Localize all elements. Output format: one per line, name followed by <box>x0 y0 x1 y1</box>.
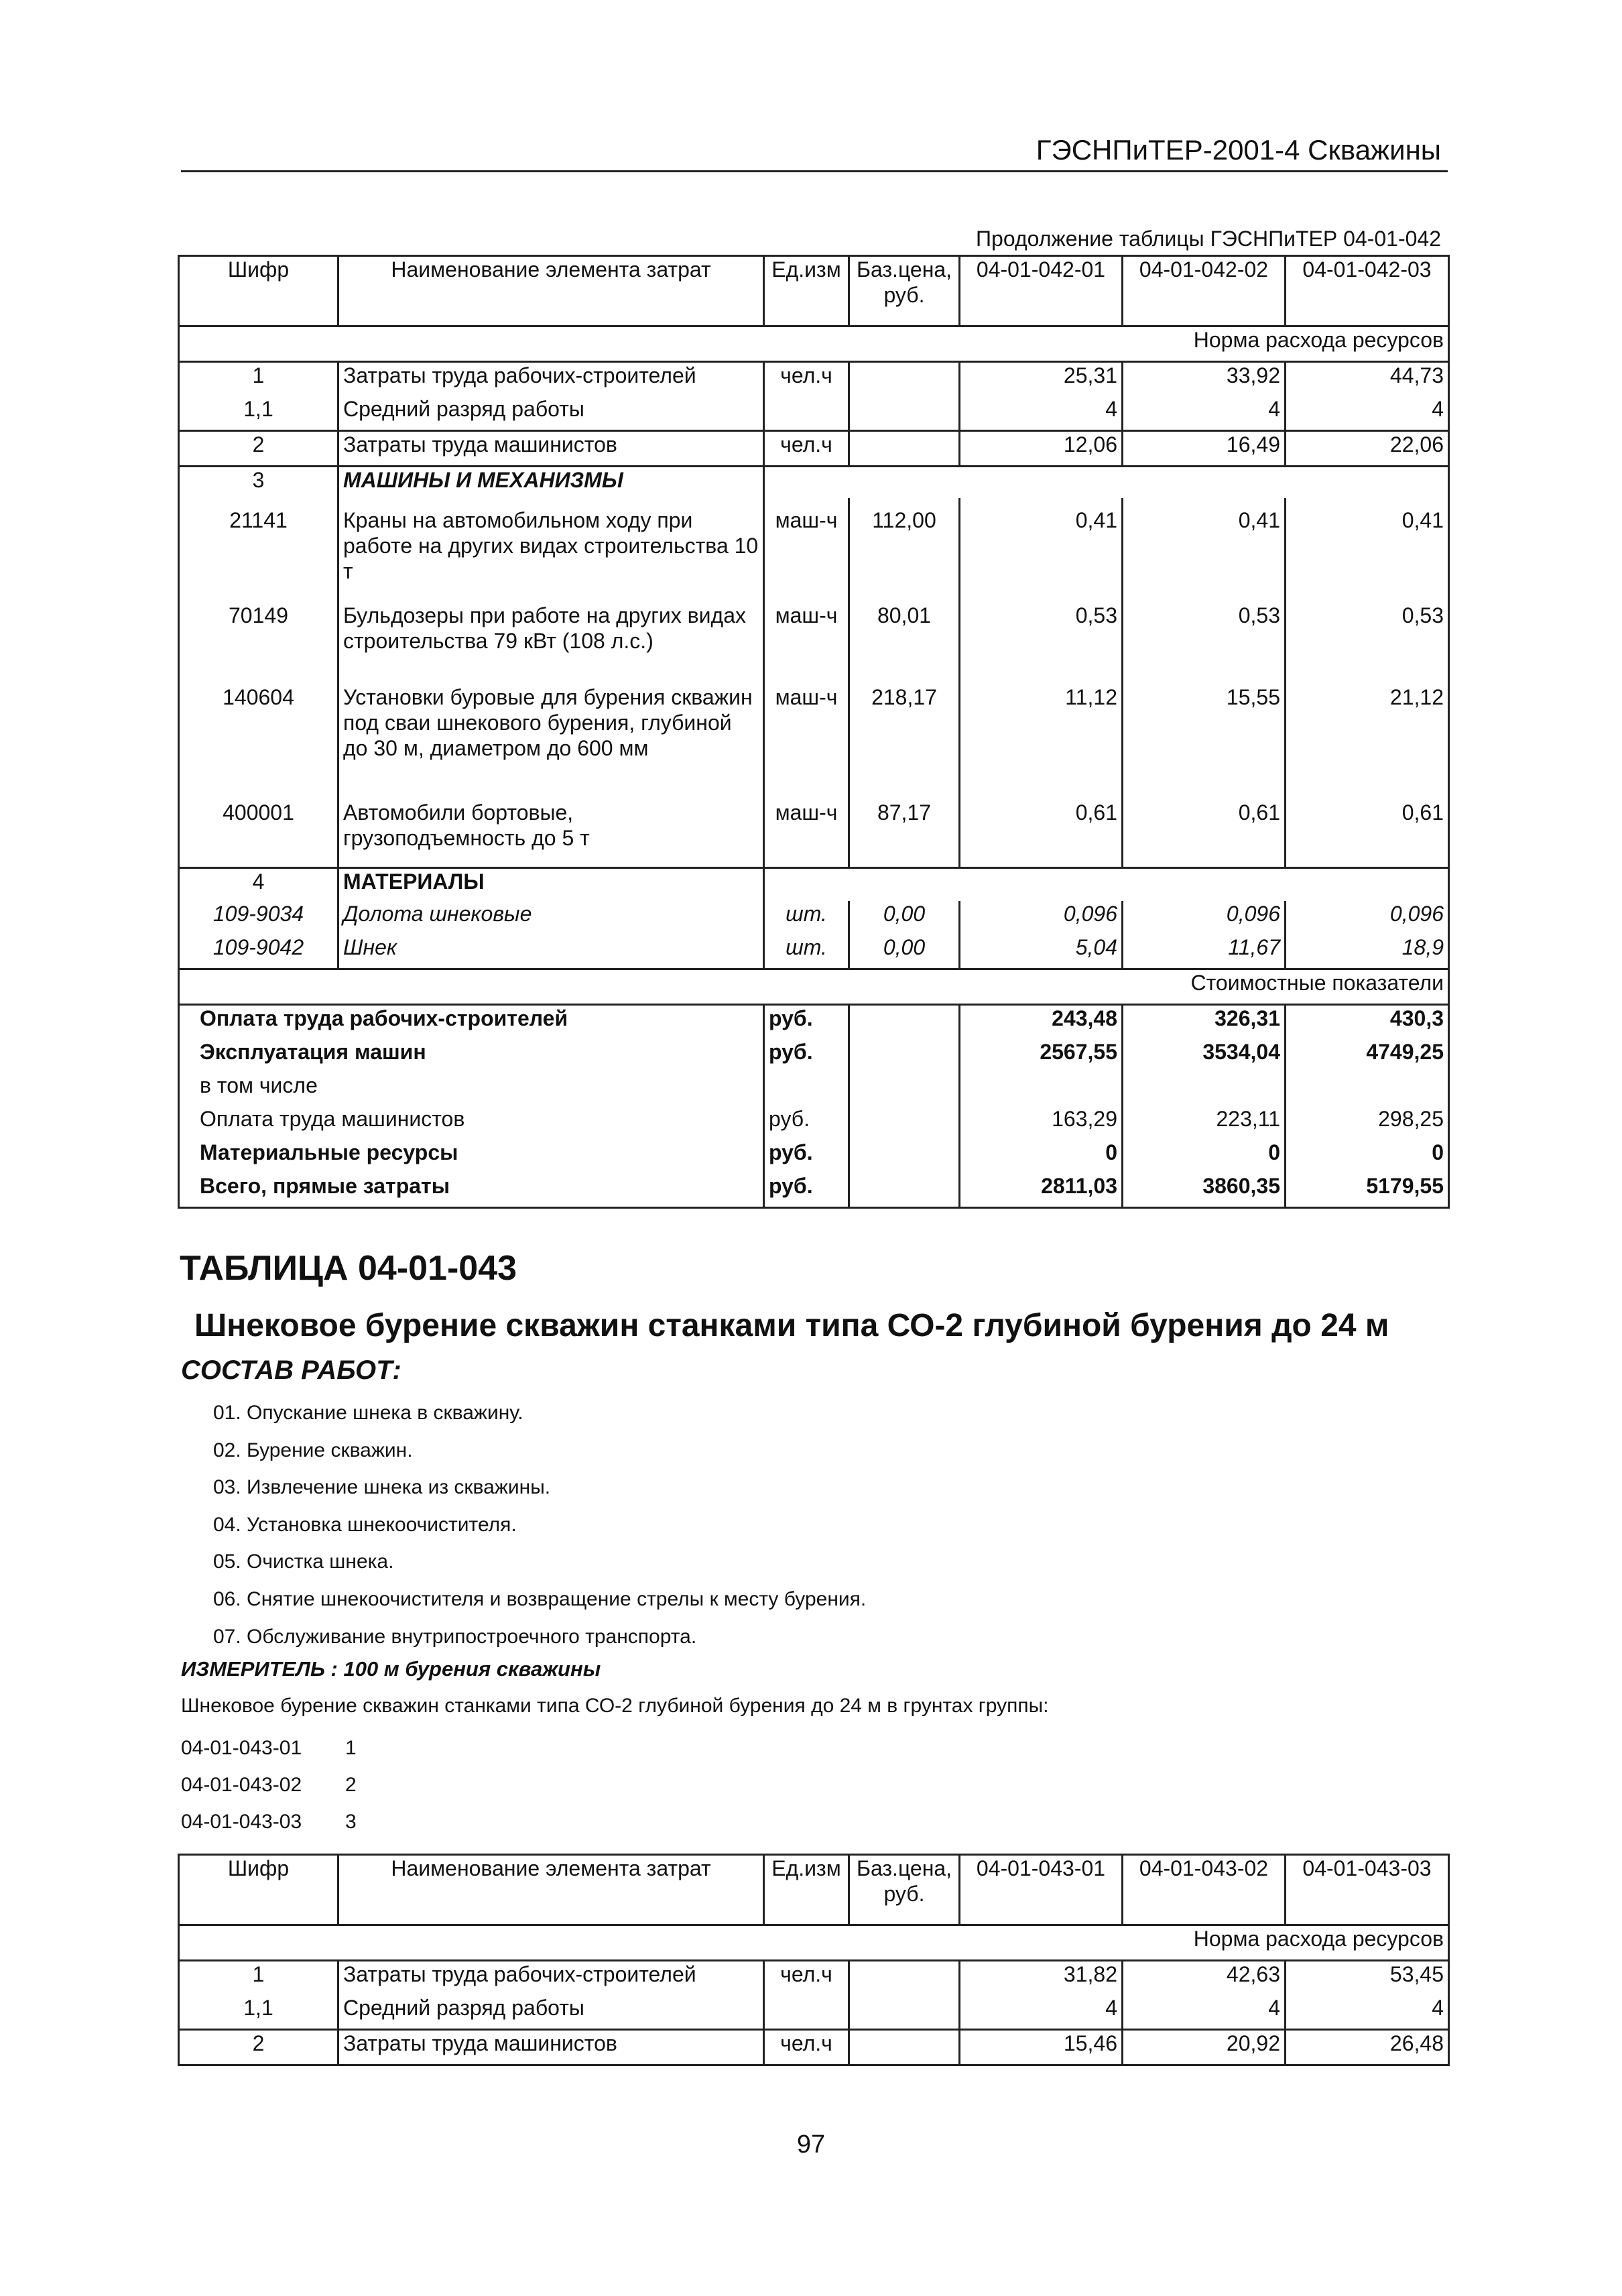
header-col3: 04-01-042-03 <box>1286 256 1449 326</box>
code-item <box>181 1766 357 1803</box>
cost-row <box>179 1005 1449 1040</box>
row-value-3: 0,096 <box>1286 901 1449 934</box>
header-col1: 04-01-043-01 <box>960 1855 1123 1925</box>
cost-unit: руб. <box>764 1106 849 1140</box>
table-row <box>179 1995 1449 2030</box>
cost-value-1: 2567,55 <box>960 1039 1123 1073</box>
row-value-3: 44,73 <box>1286 362 1449 397</box>
table-row <box>179 868 1449 902</box>
table-row <box>179 362 1449 397</box>
list-item: 01. Опускание шнека в скважину. <box>213 1402 523 1424</box>
resource-table-04-01-043 <box>178 1854 1450 2066</box>
row-name: Затраты труда машинистов <box>338 431 764 467</box>
table-row <box>179 467 1449 499</box>
code-number: 04-01-043-01 <box>181 1737 302 1759</box>
row-price: 218,17 <box>849 678 960 793</box>
row-value-3: 22,06 <box>1286 431 1449 467</box>
row-value-2 <box>1123 467 1286 499</box>
cost-name: Эксплуатация машин <box>179 1039 764 1073</box>
row-value-2: 16,49 <box>1123 431 1286 467</box>
header-unit: Ед.изм <box>764 1855 849 1925</box>
row-value-3: 0,41 <box>1286 498 1449 596</box>
norm-label: Норма расхода ресурсов <box>179 1925 1449 1961</box>
code-item <box>181 1730 357 1766</box>
row-unit: маш-ч <box>764 793 849 868</box>
cost-row <box>179 1106 1449 1140</box>
cost-unit: руб. <box>764 1039 849 1073</box>
row-value-3 <box>1286 868 1449 902</box>
list-item: 04. Установка шнекоочистителя. <box>213 1513 517 1536</box>
row-value-2: 0,53 <box>1123 596 1286 678</box>
row-value-3: 21,12 <box>1286 678 1449 793</box>
row-unit <box>764 396 849 431</box>
row-unit <box>764 467 849 499</box>
row-code: 1,1 <box>179 396 338 431</box>
row-code: 3 <box>179 467 338 499</box>
row-value-2: 20,92 <box>1123 2030 1286 2065</box>
row-unit: шт. <box>764 901 849 934</box>
row-value-1: 0,096 <box>960 901 1123 934</box>
row-value-3: 4 <box>1286 396 1449 431</box>
row-value-2 <box>1123 868 1286 902</box>
row-price-empty <box>849 2030 960 2065</box>
row-value-1: 12,06 <box>960 431 1123 467</box>
cost-unit: руб. <box>764 1173 849 1208</box>
row-value-2: 0,096 <box>1123 901 1286 934</box>
table-row <box>179 678 1449 793</box>
header-col1: 04-01-042-01 <box>960 256 1123 326</box>
row-value-1: 0,61 <box>960 793 1123 868</box>
row-name: Долота шнековые <box>338 901 764 934</box>
table-row <box>179 901 1449 934</box>
row-value-3: 26,48 <box>1286 2030 1449 2065</box>
cost-value-3: 298,25 <box>1286 1106 1449 1140</box>
cost-value-3: 4749,25 <box>1286 1039 1449 1073</box>
table-row <box>179 431 1449 467</box>
norm-label: Норма расхода ресурсов <box>179 326 1449 362</box>
list-item: 07. Обслуживание внутрипостроечного транспорта. <box>213 1625 697 1648</box>
cost-value-1 <box>960 1073 1123 1106</box>
list-item: 05. Очистка шнека. <box>213 1551 394 1573</box>
row-unit: маш-ч <box>764 498 849 596</box>
row-name: Краны на автомобильном ходу при работе на других видах строительства 10 т <box>338 498 764 596</box>
row-code: 4 <box>179 868 338 902</box>
cost-value-2: 223,11 <box>1123 1106 1286 1140</box>
norm-label-row <box>179 326 1449 362</box>
row-value-2: 15,55 <box>1123 678 1286 793</box>
cost-name: Материальные ресурсы <box>179 1140 764 1173</box>
cost-value-2: 3534,04 <box>1123 1039 1286 1073</box>
header-col3: 04-01-043-03 <box>1286 1855 1449 1925</box>
cost-label-row <box>179 969 1449 1005</box>
header-col2: 04-01-042-02 <box>1123 256 1286 326</box>
table-row <box>179 498 1449 596</box>
row-code: 1 <box>179 362 338 397</box>
cost-name: Оплата труда рабочих-строителей <box>179 1005 764 1040</box>
row-code: 109-9042 <box>179 934 338 969</box>
row-value-1: 11,12 <box>960 678 1123 793</box>
header-price: Баз.цена, руб. <box>849 1855 960 1925</box>
cost-price-empty <box>849 1140 960 1173</box>
row-value-1: 0,41 <box>960 498 1123 596</box>
header-name: Наименование элемента затрат <box>338 1855 764 1925</box>
row-code: 2 <box>179 2030 338 2065</box>
table-row <box>179 793 1449 868</box>
cost-price-empty <box>849 1039 960 1073</box>
row-value-3 <box>1286 467 1449 499</box>
cost-row <box>179 1173 1449 1208</box>
row-value-2: 4 <box>1123 1995 1286 2030</box>
row-price <box>849 396 960 431</box>
code-list <box>181 1730 357 1840</box>
row-code: 140604 <box>179 678 338 793</box>
header-rule <box>181 170 1448 172</box>
cost-row <box>179 1073 1449 1106</box>
row-unit: шт. <box>764 934 849 969</box>
row-name: МАШИНЫ И МЕХАНИЗМЫ <box>338 467 764 499</box>
code-number: 04-01-043-03 <box>181 1811 302 1833</box>
row-code: 109-9034 <box>179 901 338 934</box>
header-price: Баз.цена, руб. <box>849 256 960 326</box>
cost-row <box>179 1140 1449 1173</box>
row-name: Автомобили бортовые, грузоподъемность до 5 т <box>338 793 764 868</box>
row-name: Шнек <box>338 934 764 969</box>
code-group: 1 <box>345 1737 357 1759</box>
row-price: 0,00 <box>849 901 960 934</box>
row-unit <box>764 1995 849 2030</box>
resource-table-04-01-042 <box>178 255 1450 1209</box>
row-price <box>849 467 960 499</box>
cost-value-1: 243,48 <box>960 1005 1123 1040</box>
row-price-empty <box>849 1995 960 2030</box>
row-value-2: 0,41 <box>1123 498 1286 596</box>
row-price: 0,00 <box>849 934 960 969</box>
row-code: 21141 <box>179 498 338 596</box>
row-unit: маш-ч <box>764 678 849 793</box>
header-code: Шифр <box>179 1855 338 1925</box>
cost-price-empty <box>849 1106 960 1140</box>
row-value-1: 15,46 <box>960 2030 1123 2065</box>
cost-unit: руб. <box>764 1140 849 1173</box>
row-name: Затраты труда рабочих-строителей <box>338 1961 764 1996</box>
header-code: Шифр <box>179 256 338 326</box>
row-unit: чел.ч <box>764 2030 849 2065</box>
cost-value-3: 0 <box>1286 1140 1449 1173</box>
row-value-2: 0,61 <box>1123 793 1286 868</box>
row-value-3: 18,9 <box>1286 934 1449 969</box>
table-row <box>179 934 1449 969</box>
table-header-row <box>179 1855 1449 1925</box>
row-unit: маш-ч <box>764 596 849 678</box>
cost-unit <box>764 1073 849 1106</box>
row-name: Затраты труда машинистов <box>338 2030 764 2065</box>
cost-value-1: 2811,03 <box>960 1173 1123 1208</box>
row-name: Затраты труда рабочих-строителей <box>338 362 764 397</box>
code-item <box>181 1803 357 1840</box>
header-unit: Ед.изм <box>764 256 849 326</box>
row-value-2: 4 <box>1123 396 1286 431</box>
cost-price-empty <box>849 1073 960 1106</box>
cost-name: Оплата труда машинистов <box>179 1106 764 1140</box>
norm-label-row <box>179 1925 1449 1961</box>
cost-label: Стоимостные показатели <box>179 969 1449 1005</box>
table-header-row <box>179 256 1449 326</box>
table-subtitle: Шнековое бурение скважин станками типа СО-2 глубиной бурения до 24 м <box>194 1308 1389 1343</box>
row-unit: чел.ч <box>764 1961 849 1996</box>
row-price: 112,00 <box>849 498 960 596</box>
row-code: 1 <box>179 1961 338 1996</box>
cost-row <box>179 1039 1449 1073</box>
row-price: 87,17 <box>849 793 960 868</box>
row-code: 400001 <box>179 793 338 868</box>
row-price-empty <box>849 1961 960 1996</box>
row-value-3: 4 <box>1286 1995 1449 2030</box>
row-price <box>849 362 960 397</box>
cost-price-empty <box>849 1005 960 1040</box>
row-value-2: 11,67 <box>1123 934 1286 969</box>
row-name: Установки буровые для бурения скважин под сваи шнекового бурения, глубиной до 30 м, диаметром до 600 мм <box>338 678 764 793</box>
cost-value-2: 3860,35 <box>1123 1173 1286 1208</box>
row-name: Средний разряд работы <box>338 396 764 431</box>
row-value-3: 0,61 <box>1286 793 1449 868</box>
cost-value-2: 0 <box>1123 1140 1286 1173</box>
work-list <box>213 1394 866 1655</box>
cost-value-3: 5179,55 <box>1286 1173 1449 1208</box>
row-value-1: 5,04 <box>960 934 1123 969</box>
cost-name: в том числе <box>179 1073 764 1106</box>
cost-name: Всего, прямые затраты <box>179 1173 764 1208</box>
header-name: Наименование элемента затрат <box>338 256 764 326</box>
row-value-1: 4 <box>960 1995 1123 2030</box>
row-value-1: 0,53 <box>960 596 1123 678</box>
row-code: 2 <box>179 431 338 467</box>
table-row <box>179 2030 1449 2065</box>
row-price <box>849 431 960 467</box>
row-code: 1,1 <box>179 1995 338 2030</box>
intro-text: Шнековое бурение скважин станками типа СО-2 глубиной бурения до 24 м в грунтах группы: <box>181 1695 1049 1717</box>
work-composition-heading: СОСТАВ РАБОТ: <box>181 1355 401 1385</box>
row-value-1: 4 <box>960 396 1123 431</box>
cost-value-3 <box>1286 1073 1449 1106</box>
row-unit <box>764 868 849 902</box>
row-name: Бульдозеры при работе на других видах строительства 79 кВт (108 л.с.) <box>338 596 764 678</box>
row-value-1: 31,82 <box>960 1961 1123 1996</box>
list-item: 02. Бурение скважин. <box>213 1439 413 1461</box>
table-heading: ТАБЛИЦА 04-01-043 <box>180 1249 517 1288</box>
list-item: 03. Извлечение шнека из скважины. <box>213 1476 551 1499</box>
cost-value-2 <box>1123 1073 1286 1106</box>
row-value-2: 42,63 <box>1123 1961 1286 1996</box>
row-value-3: 53,45 <box>1286 1961 1449 1996</box>
row-value-1 <box>960 467 1123 499</box>
row-name: Средний разряд работы <box>338 1995 764 2030</box>
page-number: 97 <box>796 2130 826 2159</box>
running-header: ГЭСНПиТЕР-2001-4 Скважины <box>1036 134 1441 166</box>
row-unit: чел.ч <box>764 362 849 397</box>
row-value-1: 25,31 <box>960 362 1123 397</box>
table-continuation-caption: Продолжение таблицы ГЭСНПиТЕР 04-01-042 <box>976 227 1441 251</box>
cost-unit: руб. <box>764 1005 849 1040</box>
cost-value-1: 163,29 <box>960 1106 1123 1140</box>
row-value-2: 33,92 <box>1123 362 1286 397</box>
header-col2: 04-01-043-02 <box>1123 1855 1286 1925</box>
row-price <box>849 868 960 902</box>
code-group: 3 <box>345 1811 357 1833</box>
table-row <box>179 1961 1449 1996</box>
row-unit: чел.ч <box>764 431 849 467</box>
cost-value-3: 430,3 <box>1286 1005 1449 1040</box>
table-row <box>179 596 1449 678</box>
row-value-1 <box>960 868 1123 902</box>
cost-price-empty <box>849 1173 960 1208</box>
cost-value-2: 326,31 <box>1123 1005 1286 1040</box>
row-code: 70149 <box>179 596 338 678</box>
code-group: 2 <box>345 1774 357 1796</box>
row-price: 80,01 <box>849 596 960 678</box>
cost-value-1: 0 <box>960 1140 1123 1173</box>
table-row <box>179 396 1449 431</box>
code-number: 04-01-043-02 <box>181 1774 302 1796</box>
list-item: 06. Снятие шнекоочистителя и возвращение стрелы к месту бурения. <box>213 1587 867 1610</box>
row-value-3: 0,53 <box>1286 596 1449 678</box>
measurement-unit: ИЗМЕРИТЕЛЬ : 100 м бурения скважины <box>181 1657 601 1681</box>
row-name: МАТЕРИАЛЫ <box>338 868 764 902</box>
